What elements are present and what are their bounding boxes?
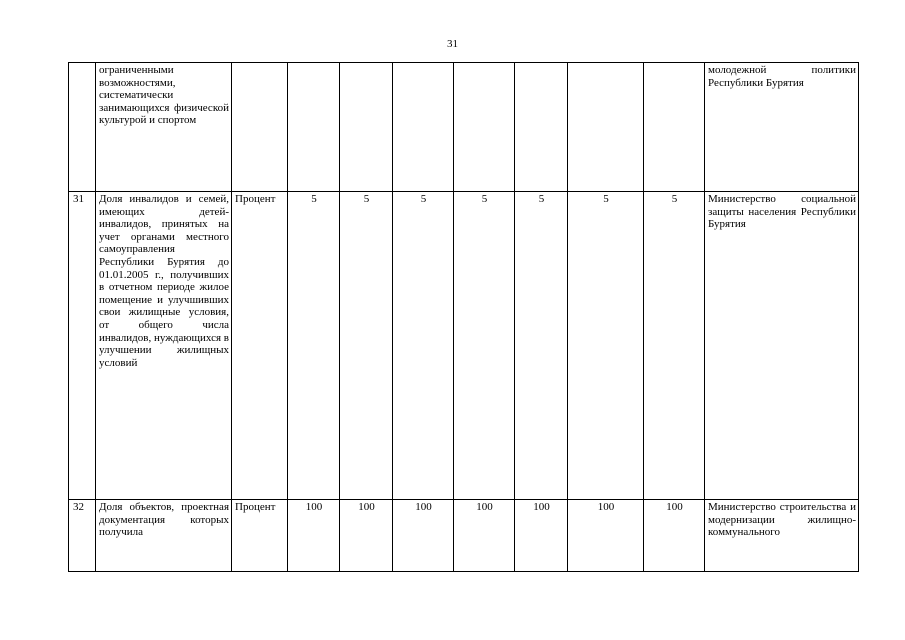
value-cell: 5 bbox=[288, 192, 340, 500]
value-cell: 5 bbox=[393, 192, 454, 500]
indicator-name: Доля объектов, проектная документация которых получила bbox=[96, 500, 232, 572]
responsible-cell: молодежной политики Республики Бурятия bbox=[705, 63, 859, 192]
table-row bbox=[69, 500, 859, 572]
value-cell bbox=[515, 63, 568, 192]
value-cell: 5 bbox=[644, 192, 705, 500]
value-cell bbox=[288, 63, 340, 192]
value-cell: 100 bbox=[393, 500, 454, 572]
indicator-name: ограниченными возможностями, систематически занимающихся физической культурой и спортом bbox=[96, 63, 232, 192]
unit-cell: Процент bbox=[232, 192, 288, 500]
value-cell: 100 bbox=[340, 500, 393, 572]
value-cell: 100 bbox=[288, 500, 340, 572]
value-cell: 100 bbox=[568, 500, 644, 572]
value-cell: 100 bbox=[644, 500, 705, 572]
value-cell: 100 bbox=[454, 500, 515, 572]
table-row bbox=[69, 63, 859, 192]
unit-cell: Процент bbox=[232, 500, 288, 572]
value-cell: 5 bbox=[454, 192, 515, 500]
responsible-cell: Министерство строительства и модернизации жилищно-коммунального bbox=[705, 500, 859, 572]
responsible-cell: Министерство социальной защиты населения Республики Бурятия bbox=[705, 192, 859, 500]
row-number bbox=[69, 63, 96, 192]
unit-cell bbox=[232, 63, 288, 192]
value-cell bbox=[340, 63, 393, 192]
value-cell bbox=[644, 63, 705, 192]
value-cell: 5 bbox=[568, 192, 644, 500]
value-cell: 100 bbox=[515, 500, 568, 572]
indicators-table bbox=[68, 62, 859, 572]
value-cell: 5 bbox=[340, 192, 393, 500]
row-number: 31 bbox=[69, 192, 96, 500]
value-cell bbox=[568, 63, 644, 192]
value-cell bbox=[393, 63, 454, 192]
value-cell bbox=[454, 63, 515, 192]
indicator-name: Доля инвалидов и семей, имеющих детей-инвалидов, принятых на учет органами местного самоуправления Республики Бурятия до 01.01.2005 г., получивших в отчетном периоде жилое помещение и улучшивших свои жилищные условия, от общего числа инвалидов, нуждающихся в улучшении жилищных условий bbox=[96, 192, 232, 500]
table-row bbox=[69, 192, 859, 500]
page-number: 31 bbox=[447, 38, 458, 50]
row-number: 32 bbox=[69, 500, 96, 572]
value-cell: 5 bbox=[515, 192, 568, 500]
